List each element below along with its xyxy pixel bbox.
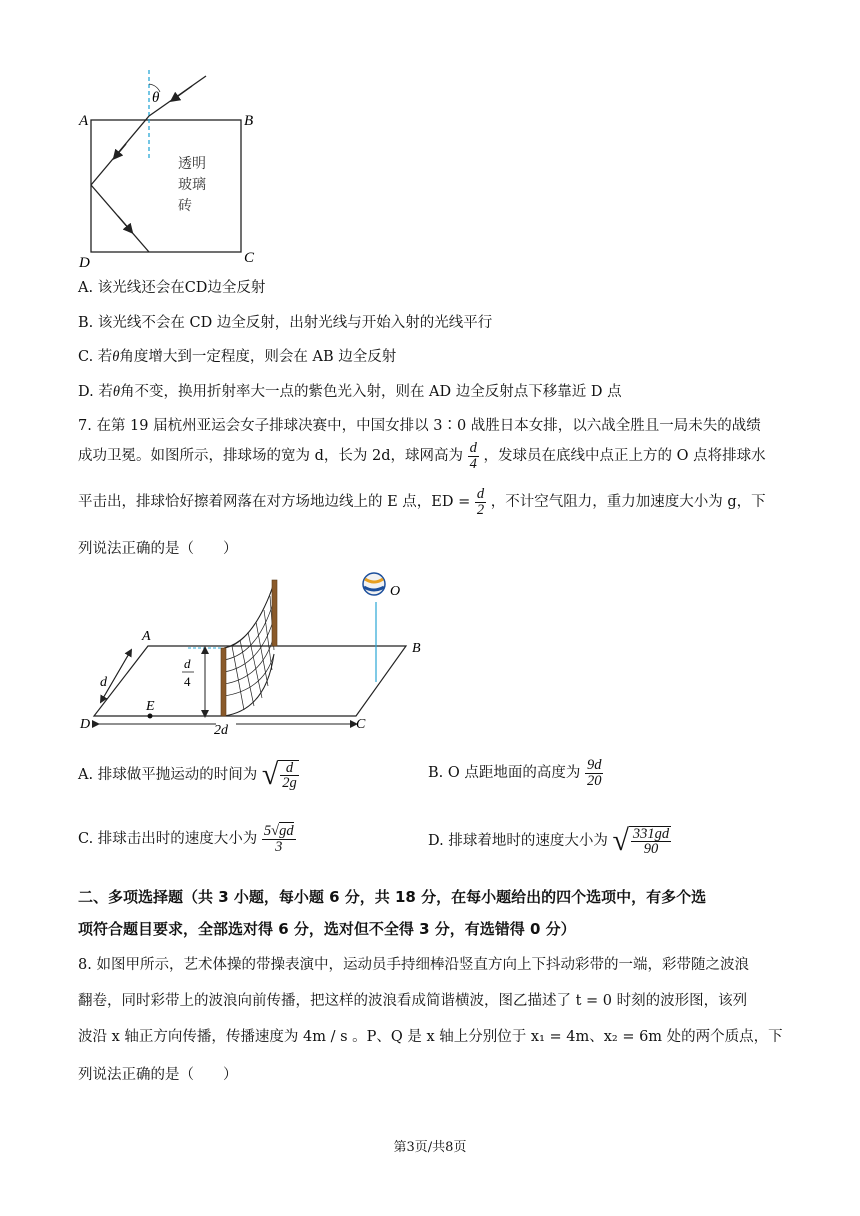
brick-text-1: 透明 bbox=[178, 156, 206, 172]
court-label-length: 2d bbox=[214, 723, 228, 738]
q6-option-d-theta: θ bbox=[112, 384, 120, 400]
q8-line-1: 8. 如图甲所示，艺术体操的带操表演中，运动员手持细棒沿竖直方向上下抖动彩带的一端，彩带随之波浪 bbox=[78, 957, 749, 973]
label-b: B bbox=[244, 113, 254, 129]
section-2-heading-line-1: 二、多项选择题（共 3 小题，每小题 6 分，共 18 分，在每小题给出的四个选项中，有多个选 bbox=[78, 888, 707, 906]
q7-option-b-fraction: $\frac{9d}{20}$ bbox=[586, 757, 602, 789]
q7-option-b-text: B. O 点距地面的高度为 bbox=[428, 765, 581, 781]
q6-option-d-post: 角不变，换用折射率大一点的紫色光入射，则在 AD 边全反射点下移靠近 D 点 bbox=[119, 384, 622, 400]
section-2-heading-line-2: 项符合题目要求，全部选对得 6 分，选对但不全得 3 分，有选错得 0 分） bbox=[78, 920, 576, 938]
q7-option-a-sqrt: √ $\frac{d}{2g}$ bbox=[261, 758, 297, 791]
ed-fraction: $\frac{d}{2}$ bbox=[476, 486, 485, 518]
q7-line-4: 列说法正确的是（ ） bbox=[78, 541, 238, 557]
q7-option-d-text: D. 排球着地时的速度大小为 bbox=[428, 833, 608, 849]
court-label-width: d bbox=[100, 675, 107, 690]
q8-line-4: 列说法正确的是（ ） bbox=[78, 1067, 238, 1083]
q8-line-2: 翻卷，同时彩带上的波浪向前传播，把这样的波浪看成简谐横波，图乙描述了 t = 0 时刻的波形图，该列 bbox=[78, 993, 748, 1009]
q7-line-3 bbox=[78, 487, 766, 517]
q7-line-2 bbox=[78, 441, 766, 471]
label-a: A bbox=[79, 113, 89, 129]
q6-option-b: B. 该光线不会在 CD 边全反射，出射光线与开始入射的光线平行 bbox=[78, 315, 493, 331]
court-label-a: A bbox=[142, 629, 151, 644]
q7-option-b bbox=[428, 758, 603, 788]
brick-text-2: 玻璃 bbox=[178, 177, 206, 193]
court-label-o: O bbox=[390, 584, 401, 599]
volleyball-court-figure bbox=[76, 570, 446, 740]
q6-option-d-pre: D. 若 bbox=[78, 384, 113, 400]
q6-option-a: A. 该光线还会在CD边全反射 bbox=[78, 280, 266, 296]
q7-line-3-post: ，不计空气阻力，重力加速度大小为 g，下 bbox=[490, 494, 766, 510]
label-theta: θ bbox=[152, 90, 160, 106]
q6-option-c-pre: C. 若 bbox=[78, 349, 113, 365]
court-label-e: E bbox=[146, 699, 155, 714]
q7-option-c-text: C. 排球击出时的速度大小为 bbox=[78, 831, 258, 847]
q7-line-3-pre: 平击出，排球恰好擦着网落在对方场地边线上的 E 点，ED = bbox=[78, 494, 471, 510]
q7-line-2-pre: 成功卫冕。如图所示，排球场的宽为 d，长为 2d，球网高为 bbox=[78, 448, 464, 464]
q6-option-c bbox=[78, 345, 396, 366]
label-c: C bbox=[244, 250, 255, 266]
glass-brick-figure bbox=[74, 68, 274, 274]
q6-option-d bbox=[78, 380, 622, 401]
q7-option-d-sqrt: √ $\frac{331gd}{90}$ bbox=[612, 824, 670, 857]
q8-line-3: 波沿 x 轴正方向传播，传播速度为 4m / s 。P、Q 是 x 轴上分别位于 x₁ = 4m、x₂ = 6m 处的两个质点，下 bbox=[78, 1029, 783, 1045]
label-d: D bbox=[79, 255, 90, 271]
net-height-label-n: d bbox=[184, 656, 191, 671]
q7-option-d bbox=[428, 824, 671, 858]
court-label-d: D bbox=[80, 717, 91, 732]
q7-option-a bbox=[78, 758, 299, 792]
q6-option-c-theta: θ bbox=[112, 349, 120, 365]
q7-line-1: 7. 在第 19 届杭州亚运会女子排球决赛中，中国女排以 3∶0 战胜日本女排，以六战全胜且一局未失的战绩 bbox=[78, 418, 761, 434]
q7-line-2-post: ，发球员在底线中点正上方的 O 点将排球水 bbox=[483, 448, 766, 464]
net-height-label-d: 4 bbox=[184, 674, 191, 689]
brick-text-3: 砖 bbox=[178, 198, 192, 214]
q6-option-c-post: 角度增大到一定程度，则会在 AB 边全反射 bbox=[119, 349, 397, 365]
q7-option-a-text: A. 排球做平抛运动的时间为 bbox=[78, 767, 258, 783]
page-footer: 第3页/共8页 bbox=[393, 1140, 467, 1155]
q7-option-c bbox=[78, 824, 296, 854]
net-height-fraction: $\frac{d}{4}$ bbox=[469, 440, 477, 472]
court-label-c: C bbox=[356, 717, 366, 732]
court-label-b: B bbox=[412, 641, 421, 656]
q7-option-c-fraction: $\frac{5√gd}{3}$ bbox=[263, 823, 294, 855]
